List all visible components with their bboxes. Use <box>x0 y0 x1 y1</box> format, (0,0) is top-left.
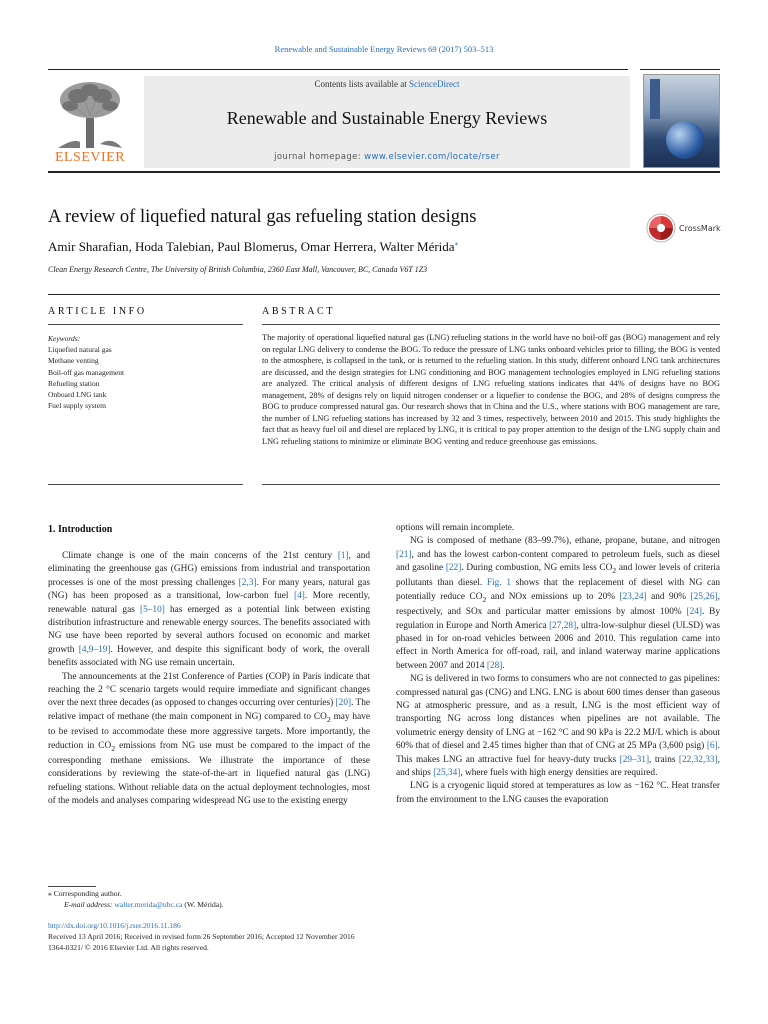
contents-availability <box>144 79 630 89</box>
homepage-link[interactable]: www.elsevier.com/locate/rser <box>364 152 500 162</box>
intro-paragraph-continued: options will remain incomplete. <box>396 523 515 533</box>
footnote-rule <box>48 886 96 887</box>
homepage-prefix: journal homepage: <box>274 152 365 162</box>
figure-link[interactable]: Fig. 1 <box>486 578 512 589</box>
author-list <box>48 239 458 255</box>
citation-link[interactable]: [5–10] <box>140 604 165 615</box>
corresponding-author-mark[interactable]: ⁎ <box>454 239 459 248</box>
keywords-label: Keywords: <box>48 334 81 343</box>
keyword-item: Liquefied natural gas <box>48 345 112 355</box>
received-dates: Received 13 April 2016; Received in revised form 26 September 2016; Accepted 12 November 2016 <box>48 932 355 941</box>
journal-homepage <box>144 152 630 162</box>
journal-citation[interactable]: Renewable and Sustainable Energy Reviews 69 (2017) 503–513 <box>274 44 494 54</box>
citation-link[interactable]: [25,34] <box>433 768 461 779</box>
elsevier-tree-logo-icon <box>50 78 130 150</box>
corresponding-author-note: ⁎ Corresponding author. <box>48 889 122 898</box>
citation-link[interactable]: [22] <box>445 563 462 574</box>
elsevier-wordmark: ELSEVIER <box>54 150 126 165</box>
author-affiliation: Clean Energy Research Centre, The University of British Columbia, 2360 East Mall, Vancouver, BC, Canada V6T 1Z3 <box>48 265 428 274</box>
doi-link[interactable]: http://dx.doi.org/10.1016/j.rser.2016.11.186 <box>48 921 181 930</box>
citation-link[interactable]: [4,9–19] <box>78 644 111 655</box>
citation-link[interactable]: [29–31] <box>619 754 650 765</box>
citation-link[interactable]: [24] <box>686 607 702 618</box>
citation-link[interactable]: [21] <box>396 549 412 560</box>
copyright-notice: 1364-0321/ © 2016 Elsevier Ltd. All rights reserved. <box>48 943 209 952</box>
keyword-item: Fuel supply system <box>48 401 106 411</box>
keyword-item: Methane venting <box>48 356 99 366</box>
email-suffix: (W. Mérida). <box>182 900 224 909</box>
masthead-rule-top-right <box>640 69 720 70</box>
article-info-rule <box>48 324 243 325</box>
abstract-body: The majority of operational liquefied natural gas (LNG) refueling stations in the world have no boil-off gas (BOG) management and rely on regular LNG delivery to condense the BOG. To reduce the pressure of LNG tanks onboard vehicles prior to filling, the BOG is vented to the atmosphere, is collapsed in the tank, or is returned to the refueling station. In this study, different onboard LNG tank architectures are discussed, and the design strategies for LNG conditioning and BOG management technologies employed in LNG refueling stations are analyzed. The critical analysis of different designs of LNG refueling stations indicates that 44% of designs have no BOG management, 28% of designs rely on liquid nitrogen condenser or a liquefier to condense the BOG, and 28% of designs compress the BOG to produce compressed natural gas. Our research shows that in China and the U.S., where stations with BOG management are rare, the number of LNG refueling stations has increased by 32 and 3 times, respectively, between 2010 and 2015. This study highlights the fact that as heavy fuel oil and diesel are replaced by LNG, it is critical to pay proper attention to the design of the LNG supply chain and LNG refueling stations to minimize or eliminate BOG venting and reduce greenhouse gas emissions. <box>262 333 720 446</box>
citation-link[interactable]: [28] <box>486 660 503 671</box>
journal-cover-image <box>643 74 720 168</box>
abstract-rule-bottom <box>262 484 720 485</box>
keyword-item: Refueling station <box>48 378 100 388</box>
intro-paragraph-4: NG is delivered in two forms to consumers who are not connected to gas pipelines: compressed natural gas (CNG) and LNG. LNG is about 600 times denser than gaseous NG at atmospheric pressure, and as a result, LNG is the most efficient way of transporting NG across long distances when pipelines are not available. The volumetric energy density of LNG at −162 °C and 90 kPa is 22.2 MJ/L which is about 60% that of diesel and 2.45 times higher than that of CNG at 25 MPa (3,600 psig) [6]. This makes LNG an attractive fuel for heavy-duty trucks [29–31], trains [22,32,33], and ships [25,34], where fuels with high energy densities are required. <box>396 674 720 779</box>
keywords-list <box>48 333 243 411</box>
contents-prefix: Contents lists available at <box>314 79 409 89</box>
citation-link[interactable]: [25,26] <box>690 591 718 602</box>
crossmark-label[interactable]: CrossMark <box>679 224 721 233</box>
email-note <box>64 900 224 909</box>
article-title: A review of liquefied natural gas refueling station designs <box>48 207 477 227</box>
keyword-item: Boil-off gas management <box>48 367 125 377</box>
article-info-rule-bottom <box>48 484 243 485</box>
citation-link[interactable]: [1] <box>337 551 349 561</box>
introduction-heading: 1. Introduction <box>48 524 113 535</box>
intro-paragraph-3: NG is composed of methane (83–99.7%), ethane, propane, butane, and nitrogen [21], and has the lowest carbon-content compared to petroleum fuels, such as diesel and gasoline [22]. During combustion, NG emits less $CO_2$ and lower levels of criteria pollutants than diesel. Fig. 1 shows that the replacement of diesel with NG can potentially reduce $CO_2$ and NOx emissions up to 20% [23,24] and 90% [25,26], respectively, and SOx and particular matter emissions by almost 100% [24]. By regulation in Europe and North America [27,28], ultra-low-sulphur diesel (ULSD) was phased in for on-road vehicles between 2006 and 2010. This regulation came into effect in North America for off-road, rail, and inland waterway marine applications between 2007 and 2014 [28]. <box>396 536 721 671</box>
crossmark-icon[interactable] <box>646 213 676 243</box>
body-column-right <box>396 522 720 807</box>
keyword-item: Onboard LNG tank <box>48 390 107 400</box>
citation-link[interactable]: [22,32,33] <box>678 754 718 765</box>
intro-paragraph-2: The announcements at the 21st Conference of Parties (COP) in Paris indicate that reaching the 2 °C scenario targets would require immediate and significant changes over the next three decades (as opposed to changes occurring over centuries) [20]. The relative impact of methane (the main component in NG) compared to $CO_2$ may have to be revised to accommodate these more aggressive targets. More importantly, the reduction in $CO_2$ emissions from NG use must be compared to the impact of the corresponding methane emissions. We illustrate the importance of these considerations by reviewing the state-of-the-art in liquefied natural gas (LNG) refueling stations. Without reliable data on the actual deployment technologies, most of the models and analyses comparing widespread NG use to the existing energy <box>48 671 371 807</box>
abstract-heading: ABSTRACT <box>262 306 336 317</box>
email-label: E-mail address: <box>64 900 113 909</box>
journal-title: Renewable and Sustainable Energy Reviews <box>226 108 548 128</box>
citation-link[interactable]: [2,3] <box>238 577 257 588</box>
cover-stripe <box>650 79 660 119</box>
citation-link[interactable]: [27,28] <box>549 620 577 631</box>
sciencedirect-link[interactable]: ScienceDirect <box>409 79 460 89</box>
section-divider <box>48 294 720 295</box>
citation-link[interactable]: [4] <box>294 591 305 602</box>
intro-paragraph-5: LNG is a cryogenic liquid stored at temperatures as low as −162 °C. Heat transfer from the environment to the LNG causes the evaporation <box>396 781 720 805</box>
masthead-rule-top <box>48 69 628 70</box>
citation-link[interactable]: [23,24] <box>619 591 647 602</box>
email-link[interactable]: walter.merida@ubc.ca <box>114 900 183 909</box>
intro-paragraph-1: Climate change is one of the main concerns of the 21st century [1], and eliminating the greenhouse gas (GHG) emissions from industrial and transportation processes is one of the most pressing challenges [2,3]. For many years, natural gas (NG) has been proposed as a transitional, low-carbon fuel [4]. More recently, renewable natural gas [5–10] has emerged as a potential link between existing distribution infrastructure and renewable energy sources. The benefits associated with NG use have been reported by several authors focused on economic and market growth [4,9–19]. However, and despite this significant body of work, the overall benefits associated with NG use remain uncertain. <box>48 551 371 669</box>
masthead-rule-bottom <box>48 171 720 173</box>
article-info-heading: ARTICLE INFO <box>48 306 147 317</box>
citation-link[interactable]: [20] <box>335 698 352 709</box>
abstract-rule <box>262 324 720 325</box>
authors-names: Amir Sharafian, Hoda Talebian, Paul Blomerus, Omar Herrera, Walter Mérida <box>48 239 455 254</box>
citation-link[interactable]: [6] <box>706 741 718 752</box>
body-column-left <box>48 522 370 808</box>
cover-globe <box>666 121 704 159</box>
